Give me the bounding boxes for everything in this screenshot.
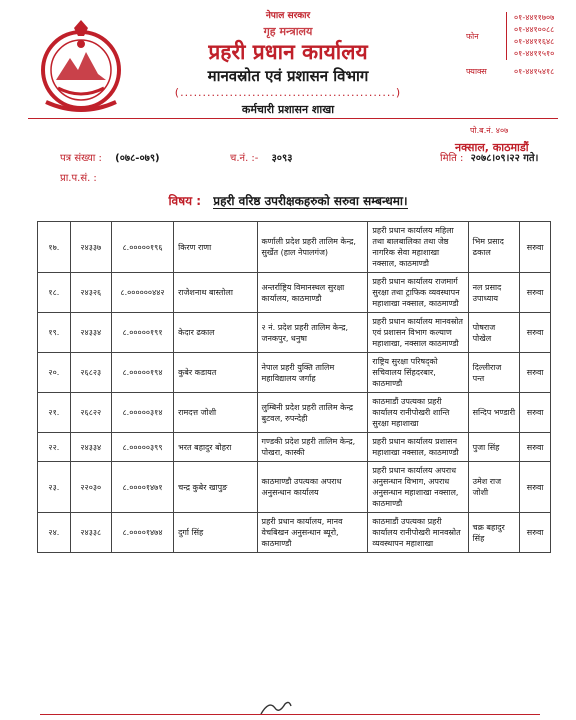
serial-cell: २३. (38, 462, 71, 513)
govt-label: नेपाल सरकार (265, 11, 311, 21)
serial-cell: २२. (38, 433, 71, 462)
to-office-cell: प्रहरी प्रधान कार्यालय अपराध अनुसन्धान विभाग, अपराध अनुसन्धान महाशाखा नक्साल, काठमाण्डौ (368, 462, 468, 513)
table-row (38, 222, 551, 273)
table-row (38, 313, 551, 353)
code-cell: ८.०००००३९९ (111, 433, 173, 462)
name-cell: रामदत्त जोशी (174, 393, 257, 433)
table-row (38, 393, 551, 433)
id-cell: २२०३० (70, 462, 111, 513)
to-office-cell: राष्ट्रिय सुरक्षा परिषद्को सचिवालय सिंहदरबार, काठमाण्डौ (368, 353, 468, 393)
name-cell: भरत बहादुर बोहरा (174, 433, 257, 462)
ref-label: पत्र संख्या : (60, 153, 102, 164)
date-label: मिति : (440, 153, 464, 164)
subject-text: प्रहरी वरिष्ठ उपरीक्षकहरुको सरुवा सम्बन्धमा। (213, 194, 408, 208)
fax-number: ०१-४४१५४१८ (514, 67, 555, 76)
po-box: पो.ब.नं. ४०७ (470, 126, 509, 135)
from-office-cell: प्रहरी प्रधान कार्यालय, मानव वेचबिखन अनुसन्धान ब्यूरो, काठमाण्डौ (257, 513, 368, 553)
code-cell: ८.०००००१९६ (111, 222, 173, 273)
action-cell: सरुवा (520, 433, 551, 462)
phone-4: ०१-४४११५१० (514, 49, 555, 58)
from-office-cell: अन्तर्राष्ट्रिय विमानस्थल सुरक्षा कार्यालय, काठमाण्डौ (257, 273, 368, 313)
action-cell: सरुवा (520, 353, 551, 393)
serial-cell: २०. (38, 353, 71, 393)
action-cell: सरुवा (520, 222, 551, 273)
cn-label: च.नं. :- (230, 153, 259, 164)
replaced-officer-cell: चक्र बहादुर सिंह (468, 513, 520, 553)
action-cell: सरुवा (520, 273, 551, 313)
phone-3: ०१-४४११६४८ (514, 37, 555, 46)
section-title: कर्मचारी प्रशासन शाखा (241, 103, 335, 116)
to-office-cell: प्रहरी प्रधान कार्यालय मानवस्रोत एवं प्रशासन विभाग कल्याण महाशाखा, नक्साल काठमाण्डौ (368, 313, 468, 353)
id-cell: २६८२३ (70, 353, 111, 393)
from-office-cell: लुम्बिनी प्रदेश प्रहरी तालिम केन्द्र बुटवल, रुपन्देही (257, 393, 368, 433)
reference-row (60, 150, 560, 164)
from-office-cell: काठमाण्डौ उपत्यका अपराध अनुसन्धान कार्यालय (257, 462, 368, 513)
name-cell: दुर्गा सिंह (174, 513, 257, 553)
serial-cell: २१. (38, 393, 71, 433)
code-cell: ८.०००००१९४ (111, 353, 173, 393)
to-office-cell: प्रहरी प्रधान कार्यालय महिला तथा बालबालिका तथा जेष्ठ नागरिक सेवा महाशाखा नक्साल, काठमाण्डौ (368, 222, 468, 273)
from-office-cell: नेपाल प्रहरी युक्ति तालिम महाविद्यालय जर्गाह (257, 353, 368, 393)
to-office-cell: काठमाडौं उपत्यका प्रहरी कार्यालय रानीपोखरी शान्ति सुरक्षा महाशाखा (368, 393, 468, 433)
name-cell: राजेशनाथ बास्तोला (174, 273, 257, 313)
contact-block (466, 12, 576, 82)
action-cell: सरुवा (520, 313, 551, 353)
subject-label: विषय : (168, 194, 202, 208)
id-cell: २४३२६ (70, 273, 111, 313)
to-office-cell: काठमाडौं उपत्यका प्रहरी कार्यालय रानीपोखरी मानवस्रोत व्यवस्थापन महाशाखा (368, 513, 468, 553)
replaced-officer-cell: दिल्लीराज पन्त (468, 353, 520, 393)
footer-line (40, 714, 540, 715)
table-row (38, 433, 551, 462)
phone-2: ०१-४४१००८८ (514, 25, 555, 34)
pra-label: प्रा.प.सं. : (60, 173, 97, 184)
name-cell: किरण राणा (174, 222, 257, 273)
code-cell: ८.००००००४४२ (111, 273, 173, 313)
from-office-cell: गण्डकी प्रदेश प्रहरी तालिम केन्द्र, पोखरा, कास्की (257, 433, 368, 462)
replaced-officer-cell: पुजा सिंह (468, 433, 520, 462)
office-address: नक्साल, काठमाडौं (455, 141, 529, 154)
id-cell: २४३३४ (70, 433, 111, 462)
replaced-officer-cell: भिम प्रसाद ढकाल (468, 222, 520, 273)
id-cell: २४३३४ (70, 313, 111, 353)
code-cell: ८.००००१४७४ (111, 513, 173, 553)
table-row (38, 513, 551, 553)
ministry-label: गृह मन्त्रालय (263, 25, 313, 38)
office-title: प्रहरी प्रधान कार्यालय (208, 40, 368, 64)
code-cell: ८.०००००१९१ (111, 313, 173, 353)
phone-1: ०१-४४११७०७ (514, 13, 555, 22)
table-row (38, 462, 551, 513)
action-cell: सरुवा (520, 462, 551, 513)
name-cell: चन्द्र कुबेर खापुङ (174, 462, 257, 513)
to-office-cell: प्रहरी प्रधान कार्यालय राजमार्ग सुरक्षा तथा ट्राफिक व्यवस्थापन महाशाखा नक्साल, काठमाण्डौ (368, 273, 468, 313)
name-cell: कुबेर कडायत (174, 353, 257, 393)
replaced-officer-cell: उमेश राज जोशी (468, 462, 520, 513)
dots-line: (................................................) (174, 86, 402, 99)
action-cell: सरुवा (520, 513, 551, 553)
subject-line (0, 192, 576, 209)
action-cell: सरुवा (520, 393, 551, 433)
table-row (38, 353, 551, 393)
from-office-cell: २ नं. प्रदेश प्रहरी तालिम केन्द्र, जनकपुर, धनुषा (257, 313, 368, 353)
id-cell: २४३३८ (70, 513, 111, 553)
transfer-table (37, 221, 551, 553)
serial-cell: १७. (38, 222, 71, 273)
replaced-officer-cell: पोषराज पोखेल (468, 313, 520, 353)
replaced-officer-cell: नल प्रसाद उपाध्याय (468, 273, 520, 313)
ref-value: (०७८-०७९) (115, 153, 160, 164)
fax-label: फ्याक्स (466, 67, 487, 76)
from-office-cell: कर्णाली प्रदेश प्रहरी तालिम केन्द्र, सुर्खेत (हाल नेपालगंज) (257, 222, 368, 273)
name-cell: केदार ढकाल (174, 313, 257, 353)
serial-cell: १९. (38, 313, 71, 353)
department-title: मानवस्रोत एवं प्रशासन विभाग (207, 67, 369, 85)
to-office-cell: प्रहरी प्रधान कार्यालय प्रशासन महाशाखा नक्साल, काठमाण्डौ (368, 433, 468, 462)
replaced-officer-cell: सन्दिप भण्डारी (468, 393, 520, 433)
code-cell: ८.००००१४७१ (111, 462, 173, 513)
id-cell: २६८२२ (70, 393, 111, 433)
signature-mark (255, 698, 295, 718)
header-divider (28, 118, 558, 119)
table-row (38, 273, 551, 313)
serial-cell: १८. (38, 273, 71, 313)
id-cell: २४३३७ (70, 222, 111, 273)
cn-value: ३०९३ (271, 153, 293, 164)
date-value: २०७८।०९।२२ गते। (470, 153, 539, 164)
phone-label: फोन (466, 32, 479, 41)
code-cell: ८.०००००३१४ (111, 393, 173, 433)
serial-cell: २४. (38, 513, 71, 553)
